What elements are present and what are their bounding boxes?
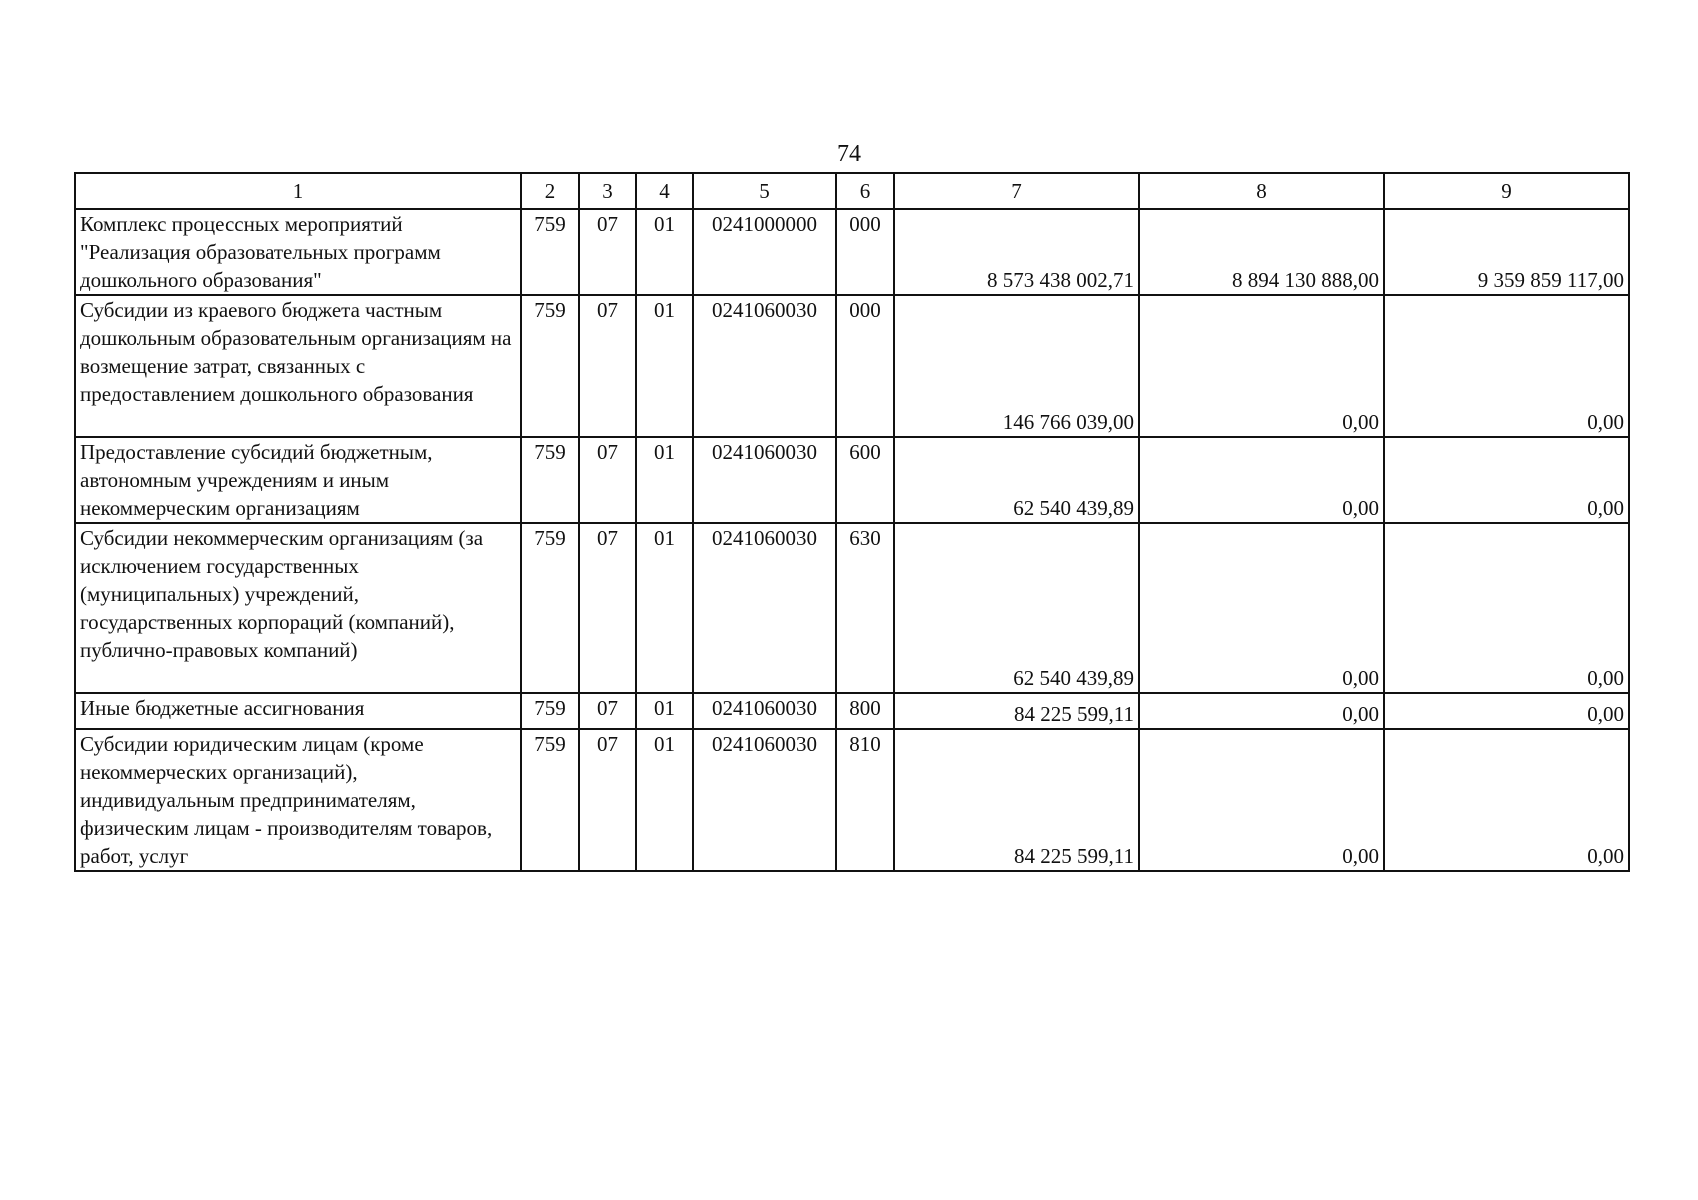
row-code-4: 01 <box>636 729 693 871</box>
row-amount-7: 84 225 599,11 <box>894 729 1139 871</box>
row-code-4: 01 <box>636 693 693 729</box>
column-header-2: 2 <box>521 173 579 209</box>
row-amount-7: 84 225 599,11 <box>894 693 1139 729</box>
row-amount-9: 0,00 <box>1384 437 1629 523</box>
column-header-6: 6 <box>836 173 894 209</box>
row-code-3: 07 <box>579 209 636 295</box>
row-amount-9: 0,00 <box>1384 295 1629 437</box>
row-code-2: 759 <box>521 693 579 729</box>
row-amount-8: 0,00 <box>1139 729 1384 871</box>
row-description: Субсидии некоммерческим организациям (за исключением государственных (муниципальных) учреждений, государственных корпораций (компаний), публично-правовых компаний) <box>75 523 521 693</box>
row-amount-8: 0,00 <box>1139 693 1384 729</box>
row-code-4: 01 <box>636 209 693 295</box>
row-code-5: 0241060030 <box>693 295 836 437</box>
row-code-3: 07 <box>579 295 636 437</box>
table-row <box>75 523 1629 693</box>
column-header-3: 3 <box>579 173 636 209</box>
row-code-3: 07 <box>579 437 636 523</box>
row-amount-8: 8 894 130 888,00 <box>1139 209 1384 295</box>
row-code-5: 0241060030 <box>693 693 836 729</box>
column-header-5: 5 <box>693 173 836 209</box>
row-code-4: 01 <box>636 437 693 523</box>
row-description: Иные бюджетные ассигнования <box>75 693 521 729</box>
row-code-2: 759 <box>521 729 579 871</box>
table-row <box>75 693 1629 729</box>
row-amount-7: 146 766 039,00 <box>894 295 1139 437</box>
row-code-6: 810 <box>836 729 894 871</box>
column-header-8: 8 <box>1139 173 1384 209</box>
row-code-3: 07 <box>579 523 636 693</box>
row-amount-8: 0,00 <box>1139 523 1384 693</box>
table-row <box>75 437 1629 523</box>
row-code-6: 800 <box>836 693 894 729</box>
row-code-6: 000 <box>836 209 894 295</box>
column-header-7: 7 <box>894 173 1139 209</box>
column-header-1: 1 <box>75 173 521 209</box>
row-description: Субсидии юридическим лицам (кроме некоммерческих организаций), индивидуальным предпринимателям, физическим лицам - производителям товаров, работ, услуг <box>75 729 521 871</box>
row-amount-8: 0,00 <box>1139 437 1384 523</box>
row-amount-7: 62 540 439,89 <box>894 523 1139 693</box>
column-header-4: 4 <box>636 173 693 209</box>
row-amount-9: 0,00 <box>1384 693 1629 729</box>
table-row <box>75 295 1629 437</box>
row-code-2: 759 <box>521 209 579 295</box>
row-amount-7: 62 540 439,89 <box>894 437 1139 523</box>
row-code-5: 0241060030 <box>693 729 836 871</box>
row-description: Предоставление субсидий бюджетным, автономным учреждениям и иным некоммерческим организациям <box>75 437 521 523</box>
row-code-2: 759 <box>521 523 579 693</box>
table-row <box>75 209 1629 295</box>
column-number-row <box>75 173 1629 209</box>
row-code-5: 0241060030 <box>693 437 836 523</box>
row-code-6: 000 <box>836 295 894 437</box>
row-amount-9: 0,00 <box>1384 523 1629 693</box>
row-code-2: 759 <box>521 437 579 523</box>
column-header-9: 9 <box>1384 173 1629 209</box>
table-row <box>75 729 1629 871</box>
row-code-5: 0241000000 <box>693 209 836 295</box>
budget-table <box>74 172 1630 872</box>
row-code-2: 759 <box>521 295 579 437</box>
row-code-6: 600 <box>836 437 894 523</box>
row-amount-9: 0,00 <box>1384 729 1629 871</box>
row-code-6: 630 <box>836 523 894 693</box>
row-amount-9: 9 359 859 117,00 <box>1384 209 1629 295</box>
page-number: 74 <box>837 141 861 167</box>
row-code-3: 07 <box>579 693 636 729</box>
row-amount-7: 8 573 438 002,71 <box>894 209 1139 295</box>
row-code-4: 01 <box>636 523 693 693</box>
row-amount-8: 0,00 <box>1139 295 1384 437</box>
row-code-4: 01 <box>636 295 693 437</box>
row-description: Комплекс процессных мероприятий "Реализация образовательных программ дошкольного образования" <box>75 209 521 295</box>
row-description: Субсидии из краевого бюджета частным дошкольным образовательным организациям на возмещение затрат, связанных с предоставлением дошкольного образования <box>75 295 521 437</box>
row-code-3: 07 <box>579 729 636 871</box>
row-code-5: 0241060030 <box>693 523 836 693</box>
